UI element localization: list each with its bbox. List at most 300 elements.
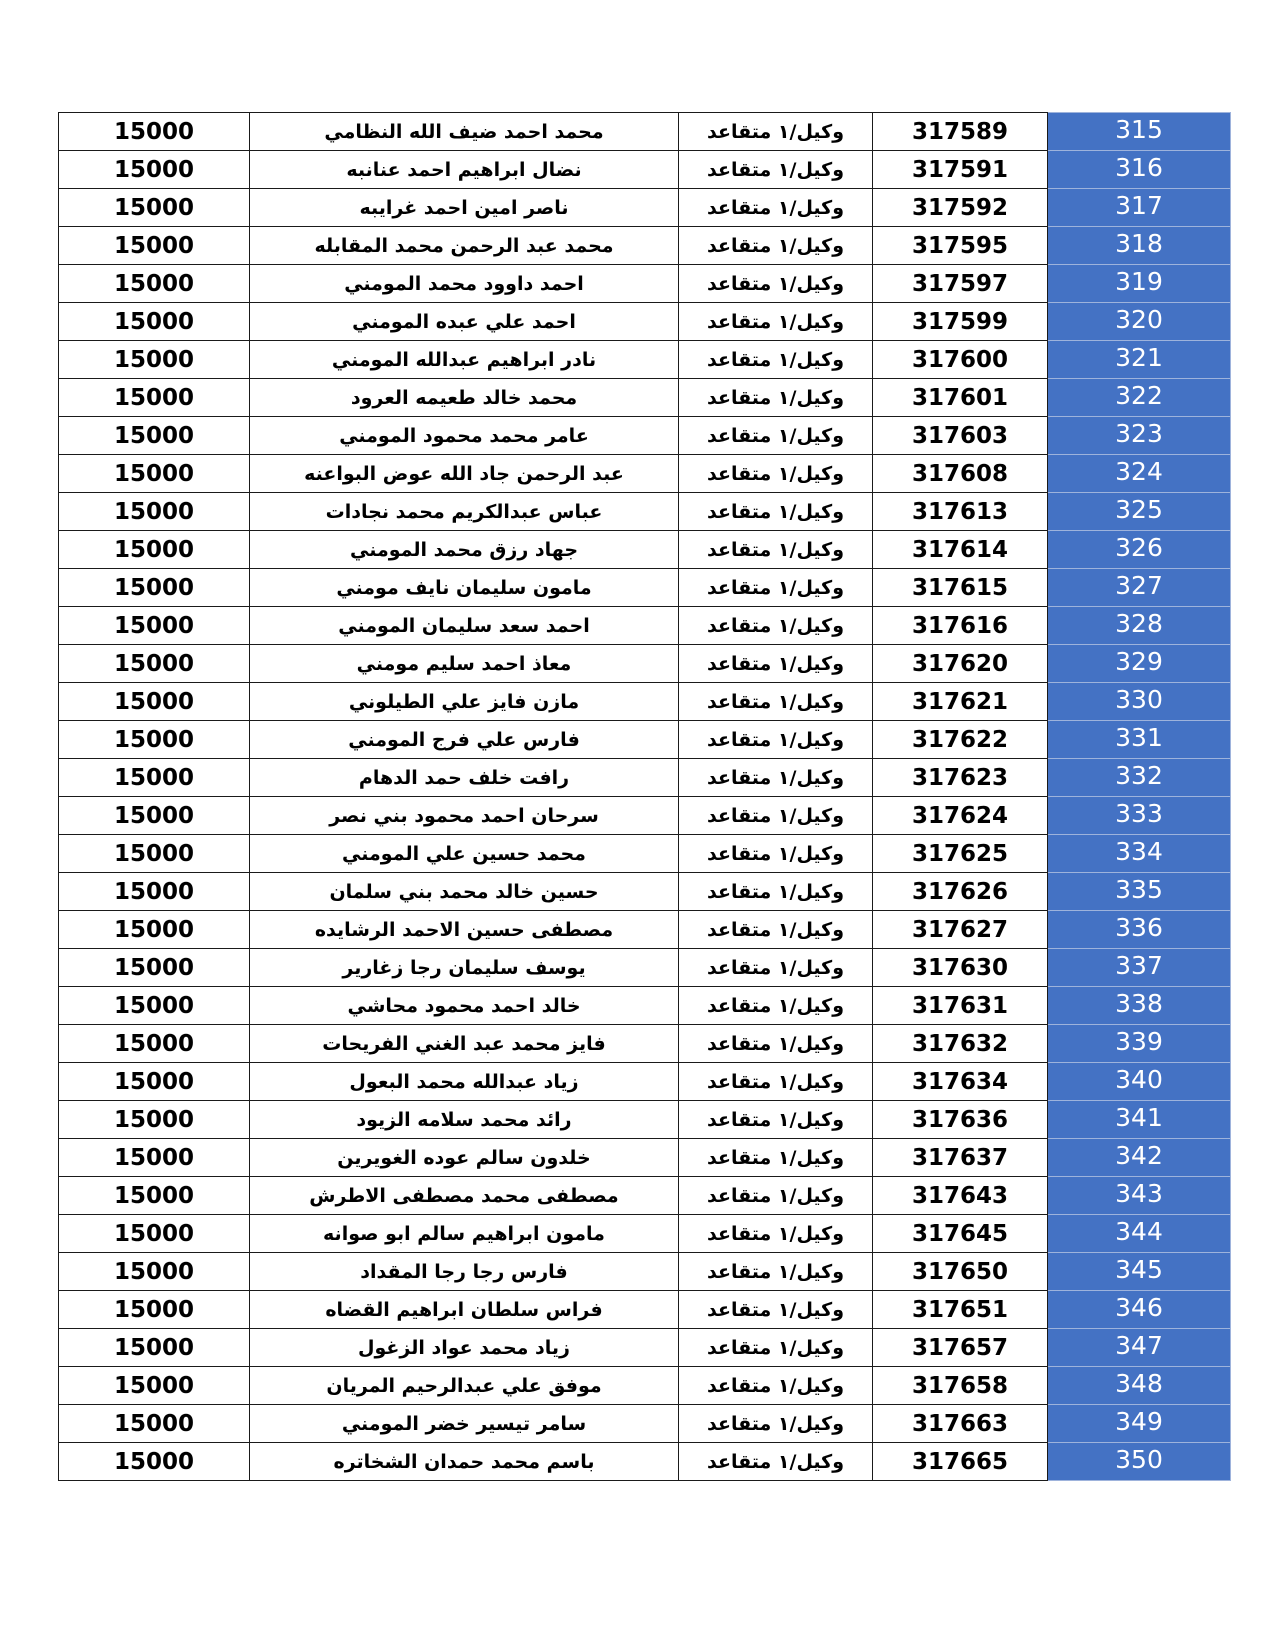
rank-cell [679,683,873,721]
name-text: عامر محمد محمود المومني [339,424,589,447]
table-row [59,151,1231,189]
rank-cell [679,189,873,227]
rank-cell [679,949,873,987]
name-text: مصطفى حسين الاحمد الرشايده [314,918,614,941]
sequence-number-text: 341 [1115,1103,1163,1132]
table-row [59,1443,1231,1481]
id-number-text: 317599 [911,308,1009,335]
id-number-cell [873,455,1048,493]
sequence-number-cell [1048,1253,1231,1291]
table-row [59,455,1231,493]
amount-text: 15000 [113,460,195,487]
amount-cell [59,1329,250,1367]
name-cell [250,569,679,607]
name-cell [250,531,679,569]
table-row [59,721,1231,759]
id-number-cell [873,265,1048,303]
amount-cell [59,721,250,759]
sequence-number-cell [1048,1367,1231,1405]
sequence-number-text: 335 [1115,875,1163,904]
table-row [59,1025,1231,1063]
name-text: احمد داوود محمد المومني [344,272,584,295]
id-number-text: 317657 [911,1334,1009,1361]
id-number-cell [873,1253,1048,1291]
rank-text: وكيل/١ متقاعد [706,1412,845,1435]
id-number-text: 317626 [911,878,1009,905]
rank-text: وكيل/١ متقاعد [706,348,845,371]
sequence-number-cell [1048,911,1231,949]
sequence-number-text: 323 [1115,419,1163,448]
amount-cell [59,607,250,645]
id-number-text: 317595 [911,232,1009,259]
name-text: مامون ابراهيم سالم ابو صوانه [323,1222,605,1245]
rank-text: وكيل/١ متقاعد [706,234,845,257]
amount-cell [59,1367,250,1405]
name-cell [250,265,679,303]
sequence-number-cell [1048,987,1231,1025]
id-number-text: 317601 [911,384,1009,411]
amount-text: 15000 [113,764,195,791]
sequence-number-text: 332 [1115,761,1163,790]
sequence-number-cell [1048,835,1231,873]
name-text: فارس علي فرج المومني [348,728,580,751]
id-number-text: 317592 [911,194,1009,221]
rank-cell [679,1253,873,1291]
id-number-cell [873,1367,1048,1405]
amount-cell [59,835,250,873]
name-cell [250,797,679,835]
name-cell [250,493,679,531]
name-cell [250,1177,679,1215]
id-number-cell [873,1291,1048,1329]
sequence-number-text: 328 [1115,609,1163,638]
name-text: محمد خالد طعيمه العرود [350,386,578,409]
amount-cell [59,113,250,151]
name-cell [250,949,679,987]
id-number-cell [873,987,1048,1025]
amount-cell [59,645,250,683]
sequence-number-cell [1048,113,1231,151]
sequence-number-cell [1048,493,1231,531]
name-cell [250,341,679,379]
name-cell [250,645,679,683]
rank-text: وكيل/١ متقاعد [706,538,845,561]
sequence-number-text: 317 [1115,191,1163,220]
id-number-cell [873,721,1048,759]
sequence-number-text: 338 [1115,989,1163,1018]
id-number-cell [873,683,1048,721]
sequence-number-text: 319 [1115,267,1163,296]
name-text: مصطفى محمد مصطفى الاطرش [309,1184,619,1207]
id-number-text: 317589 [911,118,1009,145]
name-text: نادر ابراهيم عبدالله المومني [331,348,597,371]
name-cell [250,683,679,721]
name-text: محمد احمد ضيف الله النظامي [324,120,604,143]
amount-cell [59,949,250,987]
rank-cell [679,1215,873,1253]
id-number-text: 317613 [911,498,1009,525]
amount-cell [59,1443,250,1481]
rank-cell [679,113,873,151]
id-number-text: 317616 [911,612,1009,639]
name-text: سرحان احمد محمود بني نصر [329,804,599,827]
table-row [59,1291,1231,1329]
id-number-cell [873,759,1048,797]
sequence-number-cell [1048,189,1231,227]
sequence-number-text: 327 [1115,571,1163,600]
amount-cell [59,531,250,569]
id-number-cell [873,797,1048,835]
amount-cell [59,1025,250,1063]
id-number-text: 317637 [911,1144,1009,1171]
rank-text: وكيل/١ متقاعد [706,1146,845,1169]
id-number-cell [873,911,1048,949]
name-text: سامر تيسير خضر المومني [341,1412,587,1435]
rank-cell [679,721,873,759]
sequence-number-text: 343 [1115,1179,1163,1208]
sequence-number-text: 344 [1115,1217,1163,1246]
rank-cell [679,1139,873,1177]
table-row [59,1329,1231,1367]
name-cell [250,835,679,873]
id-number-text: 317663 [911,1410,1009,1437]
amount-cell [59,797,250,835]
amount-cell [59,759,250,797]
id-number-cell [873,189,1048,227]
rank-text: وكيل/١ متقاعد [706,1336,845,1359]
amount-cell [59,417,250,455]
name-cell [250,1101,679,1139]
sequence-number-cell [1048,607,1231,645]
table-row [59,1139,1231,1177]
rank-cell [679,1101,873,1139]
amount-text: 15000 [113,612,195,639]
amount-cell [59,569,250,607]
rank-text: وكيل/١ متقاعد [706,1108,845,1131]
id-number-cell [873,227,1048,265]
name-cell [250,1139,679,1177]
id-number-text: 317600 [911,346,1009,373]
table-row [59,303,1231,341]
id-number-cell [873,303,1048,341]
id-number-text: 317622 [911,726,1009,753]
name-text: زياد محمد عواد الزغول [358,1336,570,1359]
name-cell [250,113,679,151]
table-row [59,1215,1231,1253]
rank-text: وكيل/١ متقاعد [706,766,845,789]
id-number-text: 317645 [911,1220,1009,1247]
table-row [59,797,1231,835]
sequence-number-cell [1048,645,1231,683]
amount-cell [59,1063,250,1101]
amount-cell [59,189,250,227]
sequence-number-text: 315 [1115,115,1163,144]
name-text: رائد محمد سلامه الزيود [356,1108,572,1131]
id-number-text: 317665 [911,1448,1009,1475]
rank-text: وكيل/١ متقاعد [706,500,845,523]
amount-text: 15000 [113,270,195,297]
id-number-cell [873,1101,1048,1139]
amount-text: 15000 [113,498,195,525]
amount-text: 15000 [113,422,195,449]
table-row [59,379,1231,417]
table-row [59,645,1231,683]
amount-cell [59,683,250,721]
amount-cell [59,873,250,911]
id-number-cell [873,379,1048,417]
sequence-number-cell [1048,379,1231,417]
sequence-number-text: 318 [1115,229,1163,258]
amount-text: 15000 [113,1410,195,1437]
amount-text: 15000 [113,1448,195,1475]
name-text: خالد احمد محمود محاشي [347,994,581,1017]
sequence-number-cell [1048,531,1231,569]
amount-text: 15000 [113,1334,195,1361]
id-number-text: 317603 [911,422,1009,449]
amount-text: 15000 [113,650,195,677]
rank-cell [679,1367,873,1405]
table-row [59,1405,1231,1443]
sequence-number-text: 322 [1115,381,1163,410]
sequence-number-cell [1048,227,1231,265]
sequence-number-text: 333 [1115,799,1163,828]
table-row [59,417,1231,455]
name-cell [250,1291,679,1329]
amount-cell [59,341,250,379]
rank-cell [679,303,873,341]
rank-cell [679,759,873,797]
amount-text: 15000 [113,156,195,183]
rank-text: وكيل/١ متقاعد [706,272,845,295]
name-cell [250,151,679,189]
rank-text: وكيل/١ متقاعد [706,842,845,865]
rank-cell [679,417,873,455]
rank-text: وكيل/١ متقاعد [706,158,845,181]
rank-text: وكيل/١ متقاعد [706,424,845,447]
id-number-cell [873,341,1048,379]
amount-text: 15000 [113,840,195,867]
table-row [59,265,1231,303]
sequence-number-cell [1048,1405,1231,1443]
amount-text: 15000 [113,574,195,601]
name-cell [250,1215,679,1253]
rank-cell [679,1177,873,1215]
rank-text: وكيل/١ متقاعد [706,196,845,219]
table-row [59,189,1231,227]
rank-cell [679,1063,873,1101]
id-number-cell [873,1329,1048,1367]
name-cell [250,1063,679,1101]
name-text: حسين خالد محمد بني سلمان [329,880,599,903]
id-number-text: 317650 [911,1258,1009,1285]
rank-cell [679,607,873,645]
name-text: ناصر امين احمد غرايبه [359,196,569,219]
rank-text: وكيل/١ متقاعد [706,120,845,143]
name-text: محمد عبد الرحمن محمد المقابله [314,234,614,257]
table-row [59,341,1231,379]
table-body [59,113,1231,1481]
rank-cell [679,493,873,531]
sequence-number-cell [1048,949,1231,987]
id-number-text: 317651 [911,1296,1009,1323]
id-number-cell [873,1025,1048,1063]
name-cell [250,987,679,1025]
rank-cell [679,265,873,303]
id-number-text: 317621 [911,688,1009,715]
id-number-text: 317597 [911,270,1009,297]
rank-text: وكيل/١ متقاعد [706,1298,845,1321]
rank-cell [679,1443,873,1481]
name-text: فراس سلطان ابراهيم القضاه [325,1298,603,1321]
amount-cell [59,151,250,189]
sequence-number-text: 347 [1115,1331,1163,1360]
id-number-text: 317623 [911,764,1009,791]
amount-text: 15000 [113,1182,195,1209]
rank-cell [679,569,873,607]
table-row [59,683,1231,721]
id-number-cell [873,949,1048,987]
sequence-number-text: 336 [1115,913,1163,942]
sequence-number-cell [1048,303,1231,341]
id-number-text: 317627 [911,916,1009,943]
sequence-number-cell [1048,1443,1231,1481]
sequence-number-text: 334 [1115,837,1163,866]
table-row [59,949,1231,987]
amount-cell [59,1253,250,1291]
table-row [59,569,1231,607]
rank-text: وكيل/١ متقاعد [706,1070,845,1093]
name-cell [250,189,679,227]
rank-text: وكيل/١ متقاعد [706,1260,845,1283]
amount-cell [59,987,250,1025]
amount-text: 15000 [113,194,195,221]
sequence-number-text: 326 [1115,533,1163,562]
name-cell [250,1253,679,1291]
rank-text: وكيل/١ متقاعد [706,576,845,599]
id-number-text: 317625 [911,840,1009,867]
id-number-cell [873,645,1048,683]
rank-cell [679,1025,873,1063]
sequence-number-cell [1048,873,1231,911]
table-row [59,759,1231,797]
amount-cell [59,455,250,493]
id-number-cell [873,1063,1048,1101]
name-text: معاذ احمد سليم مومني [356,652,572,675]
amount-text: 15000 [113,688,195,715]
amount-text: 15000 [113,118,195,145]
rank-text: وكيل/١ متقاعد [706,880,845,903]
amount-text: 15000 [113,954,195,981]
rank-text: وكيل/١ متقاعد [706,1450,845,1473]
table-row [59,1101,1231,1139]
rank-cell [679,151,873,189]
sequence-number-text: 350 [1115,1445,1163,1474]
sequence-number-text: 345 [1115,1255,1163,1284]
sequence-number-cell [1048,1101,1231,1139]
name-text: رافت خلف حمد الدهام [358,766,570,789]
amount-cell [59,1291,250,1329]
name-text: مازن فايز علي الطيلوني [348,690,580,713]
sequence-number-text: 321 [1115,343,1163,372]
sequence-number-cell [1048,1025,1231,1063]
table-row [59,1063,1231,1101]
rank-text: وكيل/١ متقاعد [706,728,845,751]
name-text: احمد علي عبده المومني [352,310,576,333]
sequence-number-cell [1048,721,1231,759]
sequence-number-cell [1048,1291,1231,1329]
id-number-cell [873,1139,1048,1177]
rank-cell [679,835,873,873]
id-number-cell [873,1443,1048,1481]
sequence-number-cell [1048,569,1231,607]
rank-text: وكيل/١ متقاعد [706,690,845,713]
id-number-text: 317620 [911,650,1009,677]
name-text: جهاد رزق محمد المومني [349,538,579,561]
name-text: احمد سعد سليمان المومني [338,614,590,637]
sequence-number-text: 325 [1115,495,1163,524]
amount-cell [59,1139,250,1177]
sequence-number-cell [1048,455,1231,493]
sequence-number-text: 316 [1115,153,1163,182]
amount-text: 15000 [113,308,195,335]
sequence-number-text: 346 [1115,1293,1163,1322]
amount-text: 15000 [113,992,195,1019]
sequence-number-cell [1048,683,1231,721]
sequence-number-cell [1048,341,1231,379]
amount-text: 15000 [113,536,195,563]
sequence-number-text: 339 [1115,1027,1163,1056]
name-cell [250,1329,679,1367]
amount-text: 15000 [113,1258,195,1285]
sequence-number-cell [1048,1063,1231,1101]
name-cell [250,379,679,417]
id-number-text: 317643 [911,1182,1009,1209]
id-number-cell [873,151,1048,189]
amount-text: 15000 [113,1372,195,1399]
name-cell [250,455,679,493]
rank-cell [679,797,873,835]
sequence-number-cell [1048,1177,1231,1215]
amount-text: 15000 [113,1030,195,1057]
sequence-number-text: 348 [1115,1369,1163,1398]
rank-text: وكيل/١ متقاعد [706,652,845,675]
table-row [59,1367,1231,1405]
name-text: فارس رجا رجا المقداد [360,1260,568,1283]
amount-text: 15000 [113,1220,195,1247]
sequence-number-text: 342 [1115,1141,1163,1170]
id-number-text: 317636 [911,1106,1009,1133]
id-number-text: 317631 [911,992,1009,1019]
id-number-cell [873,1405,1048,1443]
amount-text: 15000 [113,878,195,905]
sequence-number-cell [1048,265,1231,303]
sequence-number-text: 340 [1115,1065,1163,1094]
table-row [59,1177,1231,1215]
rank-text: وكيل/١ متقاعد [706,1374,845,1397]
id-number-cell [873,873,1048,911]
amount-text: 15000 [113,916,195,943]
amount-text: 15000 [113,1106,195,1133]
id-number-cell [873,493,1048,531]
amount-text: 15000 [113,346,195,373]
table-row [59,911,1231,949]
rank-cell [679,1405,873,1443]
id-number-text: 317630 [911,954,1009,981]
rank-cell [679,379,873,417]
amount-text: 15000 [113,1068,195,1095]
table-row [59,227,1231,265]
amount-text: 15000 [113,384,195,411]
